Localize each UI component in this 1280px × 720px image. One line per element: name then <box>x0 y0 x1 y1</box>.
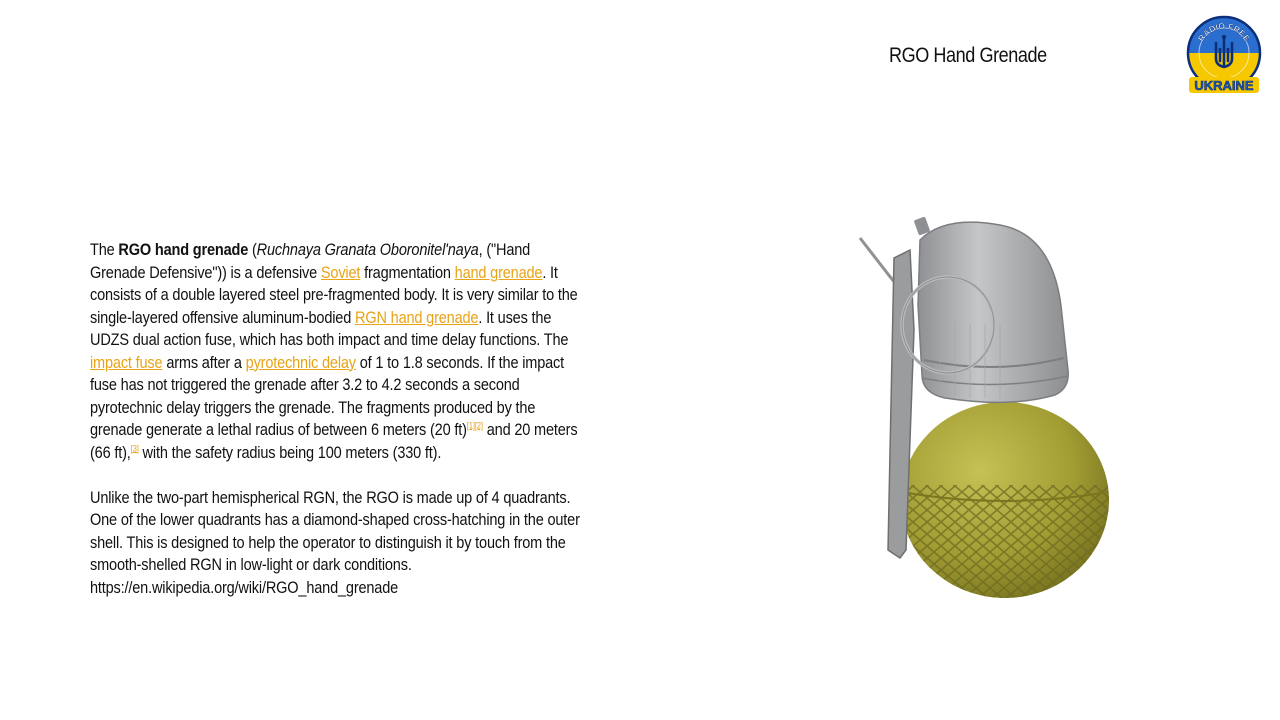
text-span: . It consists of a double layered steel pre-fragmented body. It is very similar to the single-layered offensive aluminum-bodied <box>90 262 578 327</box>
link-rgn-hand-grenade[interactable]: RGN hand grenade <box>355 307 479 327</box>
paragraph-1 <box>90 239 582 464</box>
text-span: Unlike the two-part hemispherical RGN, the RGO is made up of 4 quadrants. One of the lower quadrants has a diamond-shaped cross-hatching in the outer shell. This is designed to help the operator to distinguish it by touch from the smooth-shelled RGN in low-light or dark conditions. <box>90 487 580 574</box>
reference-link-3[interactable]: [3] <box>130 442 139 453</box>
text-span: of 1 to 1.8 seconds. If the impact fuse has not triggered the grenade after 3.2 to 4.2 seconds a second pyrotechnic delay triggers the grenade. The fragments produced by the grenade generate a lethal radius of between 6 meters (20 ft) <box>90 352 565 439</box>
term-bold: RGO hand grenade <box>118 240 249 259</box>
paragraph-2 <box>90 487 582 600</box>
link-pyrotechnic-delay[interactable]: pyrotechnic delay <box>245 352 356 372</box>
reference-link-1-2[interactable]: [1][2] <box>466 420 483 431</box>
term-italic: Ruchnaya Granata Oboronitel'naya <box>256 240 479 259</box>
text-span: fragmentation <box>360 262 455 282</box>
text-span: The <box>90 240 119 259</box>
radio-free-ukraine-logo <box>1186 15 1262 97</box>
text-span: ( <box>248 240 257 259</box>
article-text <box>90 239 582 599</box>
text-span: and 20 meters (66 ft), <box>90 420 578 462</box>
source-url: https://en.wikipedia.org/wiki/RGO_hand_grenade <box>90 577 399 597</box>
link-impact-fuse[interactable]: impact fuse <box>90 352 163 372</box>
rgo-grenade-photo <box>850 210 1120 605</box>
text-span: . It uses the UDZS dual action fuse, which has both impact and time delay functions. The <box>90 307 569 349</box>
logo-bottom-text: UKRAINE <box>1194 78 1254 93</box>
link-hand-grenade[interactable]: hand grenade <box>454 262 543 282</box>
text-span: , ("Hand Grenade Defensive")) is a defensive <box>90 240 531 282</box>
logo-top-text: RADIO FREE <box>1195 20 1253 44</box>
slide-title: RGO Hand Grenade <box>889 44 1047 67</box>
text-span: with the safety radius being 100 meters (330 ft). <box>138 442 442 462</box>
link-soviet[interactable]: Soviet <box>320 262 361 282</box>
text-span: arms after a <box>162 352 246 372</box>
